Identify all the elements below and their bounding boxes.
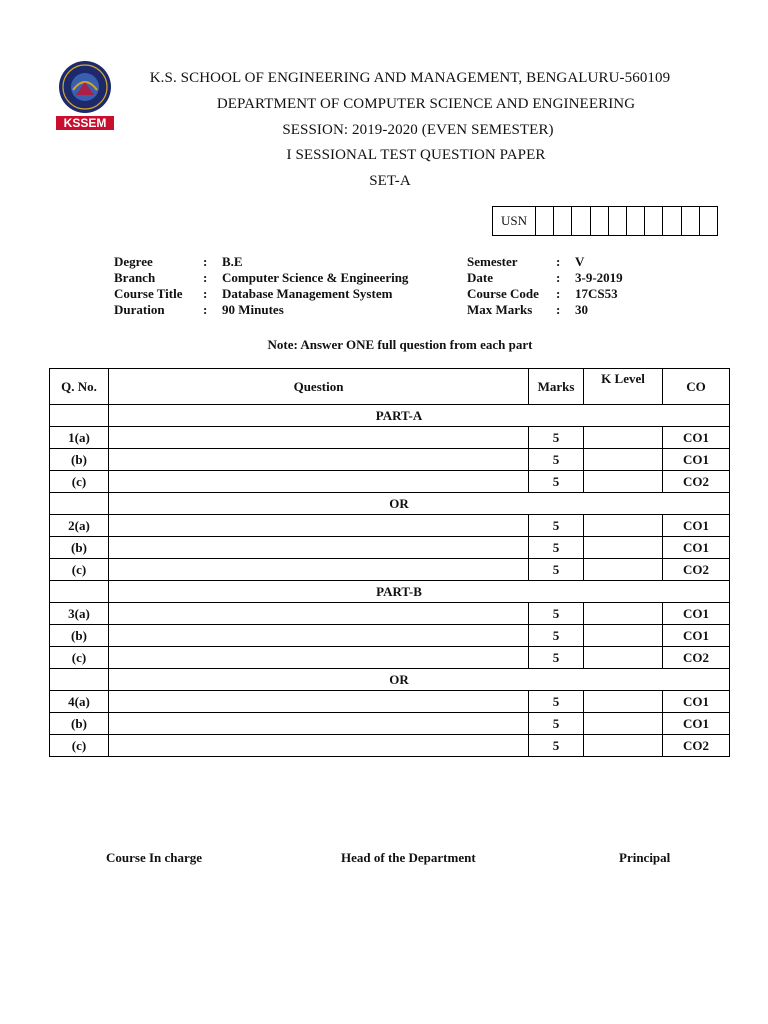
detail-row: Branch : Computer Science & Engineering [114,270,409,285]
question-number: 4(a) [50,691,109,713]
question-table [49,368,730,757]
header-question: Question [109,369,529,405]
question-row [50,427,730,449]
detail-row: Semester : V [467,254,585,269]
question-row [50,449,730,471]
question-text-cell [109,427,529,449]
test-title: I SESSIONAL TEST QUESTION PAPER [286,147,546,163]
signature-hod: Head of the Department [341,850,476,865]
question-text-cell [109,691,529,713]
detail-row: Duration : 90 Minutes [114,302,284,317]
question-text-cell [109,647,529,669]
usn-digit-box[interactable] [663,207,681,235]
klevel-cell [584,625,663,647]
marks-cell: 5 [529,735,584,757]
instruction-note: Note: Answer ONE full question from each part [267,337,533,352]
section-spacer-cell [50,669,109,691]
section-row [50,581,730,603]
question-number: (b) [50,625,109,647]
marks-cell: 5 [529,537,584,559]
co-cell: CO2 [663,559,730,581]
department-name: DEPARTMENT OF COMPUTER SCIENCE AND ENGINEERING [216,96,636,112]
co-cell: CO1 [663,603,730,625]
detail-row: Degree : B.E [114,254,243,269]
header-klevel: K Level [584,369,663,405]
question-row [50,713,730,735]
question-row [50,691,730,713]
question-number: (c) [50,647,109,669]
question-row [50,559,730,581]
co-cell: CO2 [663,647,730,669]
klevel-cell [584,691,663,713]
usn-digit-box[interactable] [591,207,609,235]
question-row [50,647,730,669]
co-cell: CO1 [663,537,730,559]
question-number: (b) [50,537,109,559]
question-text-cell [109,603,529,625]
co-cell: CO2 [663,471,730,493]
usn-digit-box[interactable] [554,207,572,235]
signature-principal: Principal [619,850,671,865]
section-row [50,669,730,691]
question-row [50,537,730,559]
klevel-cell [584,449,663,471]
detail-row: Course Title : Database Management System [114,286,393,301]
marks-cell: 5 [529,559,584,581]
svg-text:KSSEM: KSSEM [63,116,107,130]
signature-course-incharge: Course In charge [106,850,203,865]
question-number: 3(a) [50,603,109,625]
question-row [50,735,730,757]
question-table-body [50,405,730,757]
details-right [467,254,623,318]
usn-digit-box[interactable] [700,207,717,235]
klevel-cell [584,537,663,559]
usn-digit-box[interactable] [536,207,554,235]
section-row [50,405,730,427]
usn-digit-box[interactable] [682,207,700,235]
usn-digit-box[interactable] [609,207,627,235]
college-name: K.S. SCHOOL OF ENGINEERING AND MANAGEMENT, BENGALURU-560109 [149,70,671,86]
co-cell: CO1 [663,515,730,537]
marks-cell: 5 [529,515,584,537]
usn-digit-box[interactable] [627,207,645,235]
set-label: SET-A [369,173,411,189]
detail-row: Max Marks : 30 [467,302,588,317]
klevel-cell [584,603,663,625]
question-number: 2(a) [50,515,109,537]
klevel-cell [584,471,663,493]
question-text-cell [109,713,529,735]
section-label: PART-B [109,581,730,603]
marks-cell: 5 [529,625,584,647]
detail-row: Course Code : 17CS53 [467,286,618,301]
section-spacer-cell [50,493,109,515]
detail-row: Date : 3-9-2019 [467,270,623,285]
marks-cell: 5 [529,713,584,735]
klevel-cell [584,427,663,449]
table-header-row [50,369,730,405]
section-spacer-cell [50,405,109,427]
marks-cell: 5 [529,603,584,625]
co-cell: CO1 [663,449,730,471]
question-text-cell [109,537,529,559]
usn-label: USN [493,207,536,235]
klevel-cell [584,515,663,537]
question-text-cell [109,625,529,647]
co-cell: CO1 [663,713,730,735]
co-cell: CO1 [663,427,730,449]
marks-cell: 5 [529,449,584,471]
question-text-cell [109,559,529,581]
header-marks: Marks [529,369,584,405]
question-text-cell [109,449,529,471]
question-row [50,515,730,537]
marks-cell: 5 [529,427,584,449]
marks-cell: 5 [529,471,584,493]
question-number: (c) [50,735,109,757]
klevel-cell [584,713,663,735]
klevel-cell [584,647,663,669]
usn-digit-box[interactable] [645,207,663,235]
marks-cell: 5 [529,647,584,669]
klevel-cell [584,735,663,757]
question-row [50,471,730,493]
co-cell: CO1 [663,691,730,713]
co-cell: CO2 [663,735,730,757]
question-text-cell [109,735,529,757]
section-label: PART-A [109,405,730,427]
session-line: SESSION: 2019-2020 (EVEN SEMESTER) [282,122,554,138]
question-text-cell [109,515,529,537]
question-number: (b) [50,713,109,735]
section-spacer-cell [50,581,109,603]
question-number: (c) [50,559,109,581]
section-label: OR [109,493,730,515]
question-number: (c) [50,471,109,493]
header-qno: Q. No. [50,369,109,405]
co-cell: CO1 [663,625,730,647]
usn-field[interactable] [492,206,718,236]
section-label: OR [109,669,730,691]
details-left [114,254,408,318]
usn-digit-box[interactable] [572,207,590,235]
question-row [50,625,730,647]
marks-cell: 5 [529,691,584,713]
header-co: CO [663,369,730,405]
question-number: 1(a) [50,427,109,449]
section-row [50,493,730,515]
question-number: (b) [50,449,109,471]
klevel-cell [584,559,663,581]
question-row [50,603,730,625]
question-text-cell [109,471,529,493]
